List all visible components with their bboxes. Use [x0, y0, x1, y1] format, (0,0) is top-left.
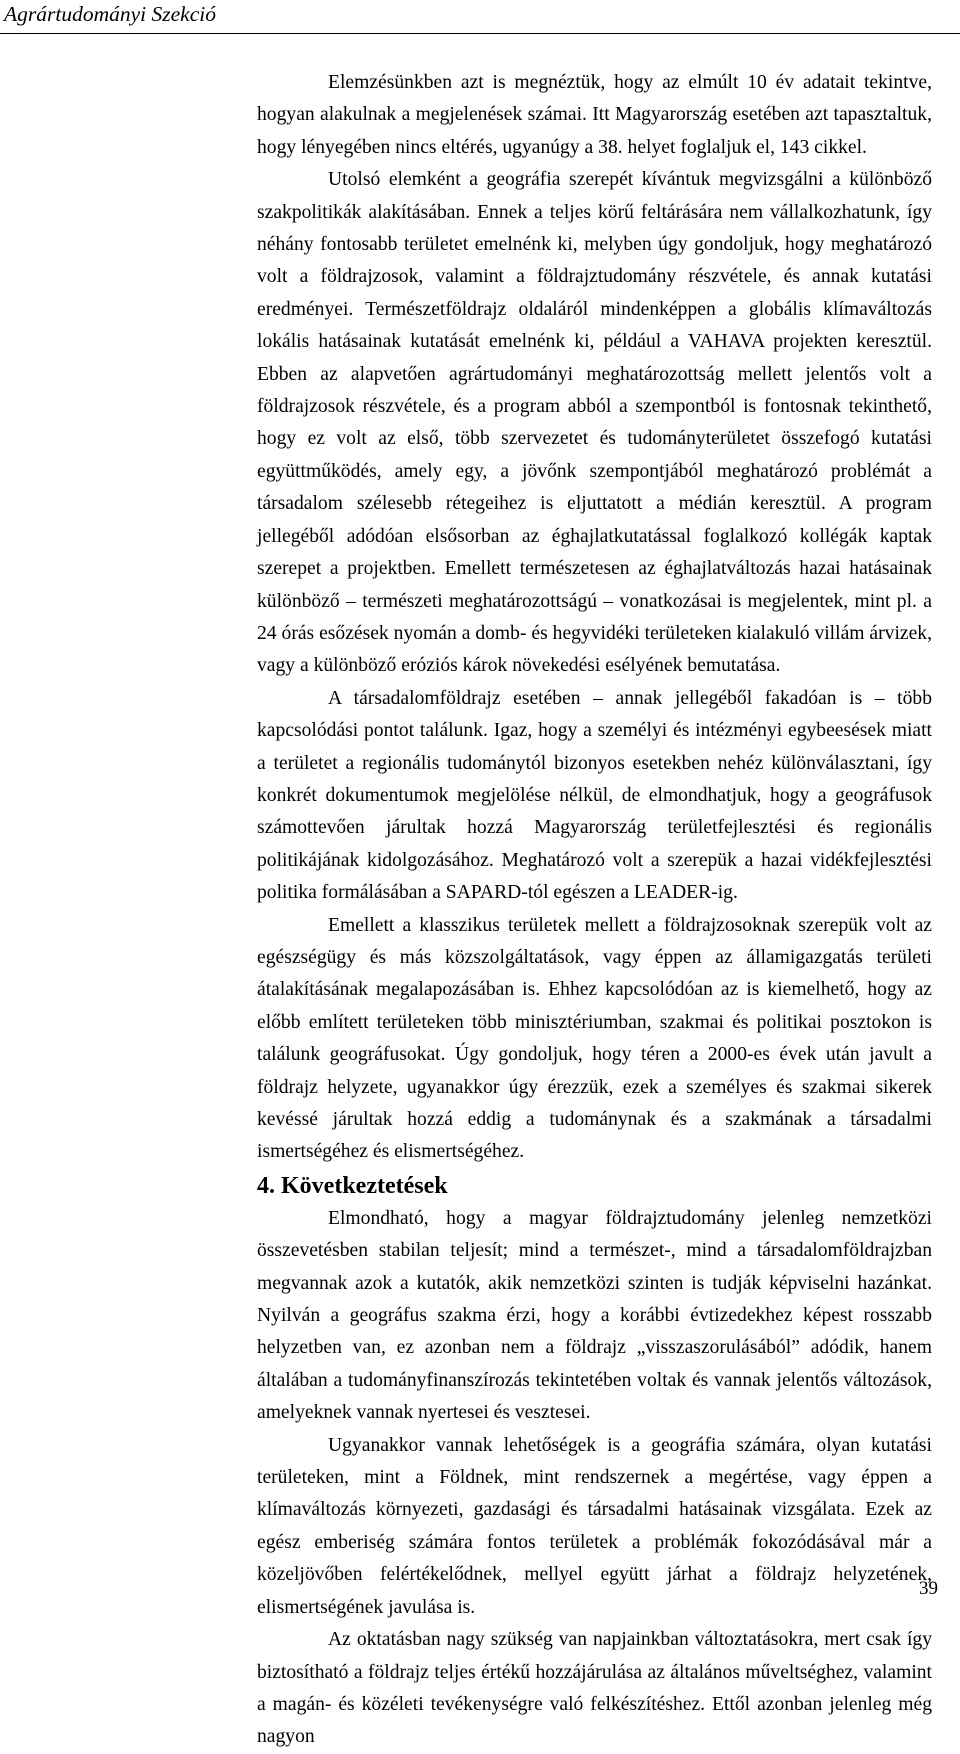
section-heading: 4. Következtetések	[257, 1172, 448, 1199]
body-text	[257, 67, 932, 1754]
running-header	[0, 0, 960, 34]
paragraph: Az oktatásban nagy szükség van napjainkban változtatásokra, mert csak így biztosítható a földrajz teljes értékű hozzájárulása az általános műveltséghez, valamint a magán- és közéleti tevékenységre való felkészítéshez. Ettől azonban jelenleg még nagyon	[257, 1629, 932, 1748]
section-title: Agrártudományi Szekció	[4, 2, 216, 26]
paragraph: Utolsó elemként a geográfia szerepét kívántuk megvizsgálni a különböző szakpolitikák alakításában. Ennek a teljes körű feltárására nem vállalkozhatunk, így néhány fontosabb területet emelnénk ki, melyben úgy gondoljuk, hogy meghatározó volt a földrajzosok, valamint a földrajztudomány részvétele, és annak kutatási eredményei. Természetföldrajz oldaláról mindenképpen a globális klímaváltozás lokális hatásainak kutatását emelnénk ki, például a VAHAVA projekten keresztül. Ebben az alapvetően agrártudományi meghatározottság mellett jelentős volt a földrajzosok részvétele, és a program abból a szempontból is fontosnak tekinthető, hogy ez volt az első, több szervezetet és tudományterületet összefogó kutatási együttműködés, amely egy, a jövőnk szempontjából meghatározó problémát a társadalom szélesebb rétegeihez is eljuttatott a médián keresztül. A program jellegéből adódóan elsősorban az éghajlatkutatással foglalkozó kollégák kaptak szerepet a projektben. Emellett természetesen az éghajlatváltozás hazai hatásainak különböző – természeti meghatározottságú – vonatkozásai is megjelentek, mint pl. a 24 órás esőzések nyomán a domb- és hegyvidéki területeken kialakuló villám árvizek, vagy a különböző eróziós károk növekedési esélyének bemutatása.	[257, 169, 932, 677]
paragraph: Emellett a klasszikus területek mellett a földrajzosoknak szerepük volt az egészségügy és más közszolgáltatások, vagy éppen az államigazgatás területi átalakításának megalapozásában is. Ehhez kapcsolódóan az is kiemelhető, hogy az előbb említett területeken több minisztériumban, szakmai és politikai posztokon is találunk geográfusokat. Úgy gondoljuk, hogy téren a 2000-es évek után javult a földrajz helyzete, ugyanakkor úgy érezzük, ezek a személyes és szakmai sikerek kevéssé járultak hozzá eddig a tudománynak és a szakmának a társadalmi ismertségéhez és elismertségéhez.	[257, 914, 932, 1163]
paragraph: Elemzésünkben azt is megnéztük, hogy az elmúlt 10 év adatait tekintve, hogyan alakulnak a megjelenések számai. Itt Magyarország esetében azt tapasztaltuk, hogy lényegében nincs eltérés, ugyanúgy a 38. helyet foglaljuk el, 143 cikkel.	[257, 72, 932, 158]
paragraph: A társadalomföldrajz esetében – annak jellegéből fakadóan is – több kapcsolódási pontot találunk. Igaz, hogy a személyi és intézményi egybeesések miatt a területet a regionális tudománytól bizonyos esetekben nehéz különválasztani, így konkrét dokumentumok megjelölése nélkül, de elmondhatjuk, hogy a geográfusok számottevően járultak hozzá Magyarország területfejlesztési és regionális politikájának kidolgozásához. Meghatározó volt a szerepük a hazai vidékfejlesztési politika formálásában a SAPARD-tól egészen a LEADER-ig.	[257, 687, 932, 904]
page-number: 39	[919, 1578, 938, 1599]
paragraph: Ugyanakkor vannak lehetőségek is a geográfia számára, olyan kutatási területeken, mint a Földnek, mint rendszernek a megértése, vagy éppen a klímaváltozás környezeti, gazdasági és társadalmi hatásainak vizsgálata. Ezek az egész emberiség számára fontos területek a problémák fokozódásával már a közeljövőben felértékelődnek, mellyel együtt járhat a földrajz helyzetének, elismertségének javulása is.	[257, 1434, 932, 1618]
paragraph: Elmondható, hogy a magyar földrajztudomány jelenleg nemzetközi összevetésben stabilan teljesít; mind a természet-, mind a társadalomföldrajzban megvannak azok a kutatók, akik nemzetközi szinten is tudják képviselni hazánkat. Nyilván a geográfus szakma érzi, hogy a korábbi évtizedekhez képest rosszabb helyzetben van, ez azonban nem a földrajz „visszaszorulásából” adódik, hanem általában a tudományfinanszírozás tekintetében voltak és vannak jelentős változások, amelyeknek vannak nyertesei és vesztesei.	[257, 1207, 932, 1424]
